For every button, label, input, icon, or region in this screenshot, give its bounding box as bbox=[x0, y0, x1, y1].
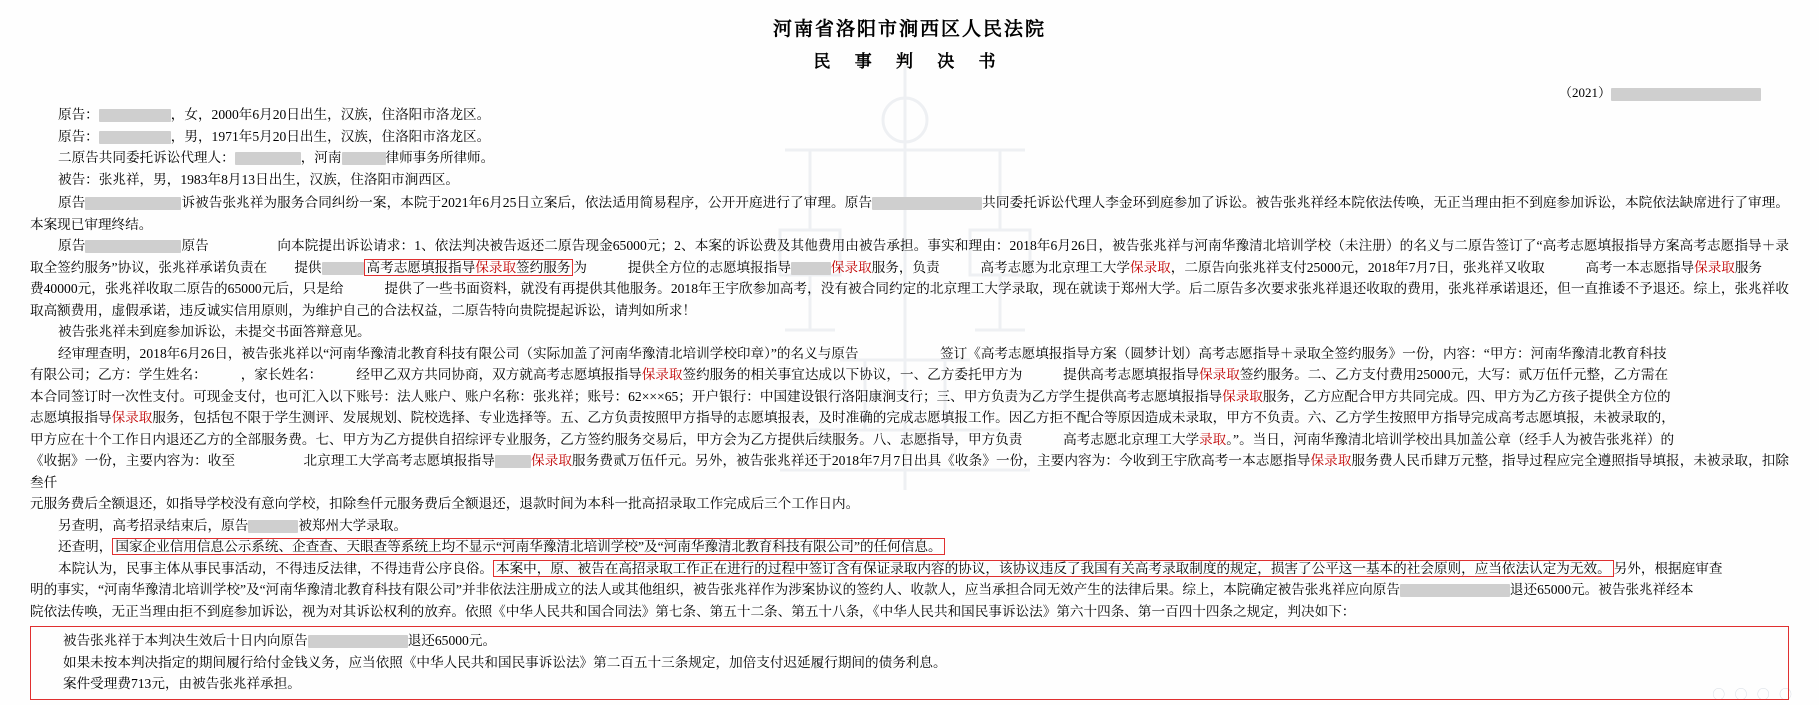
judgment-item-3: 案件受理费713元，由被告张兆祥承担。 bbox=[63, 676, 301, 691]
text-run: 退还65000元。 bbox=[407, 633, 497, 648]
court-name: 河南省洛阳市涧西区人民法院 bbox=[772, 19, 1046, 40]
judgment-result-box bbox=[30, 626, 1789, 700]
findings-text-part7: 志愿填报指导 bbox=[30, 410, 112, 425]
case-number bbox=[30, 82, 1789, 101]
redacted-case-number bbox=[1611, 88, 1761, 101]
findings-text-part4: 签约服务。二、乙方支付费用25000元，大写：贰万伍仟元整，乙方需在 bbox=[1239, 367, 1669, 382]
findings-text-part1: 经审理查明，2018年6月26日，被告张兆祥以“河南华豫清北教育科技有限公司（实际加盖了河南华豫清北培训学校印章）”的名义与原告 签订《高考志愿填报指导方案（圆梦计划）高考志愿指导＋录取全签约服务》一份，内容：“甲方：河南华豫清北教育科技 bbox=[58, 345, 1667, 361]
party-label: 二原告共同委托诉讼代理人： bbox=[58, 150, 235, 165]
party-line-plaintiff-1 bbox=[30, 104, 1789, 126]
highlighted-term: 保录取 bbox=[1694, 259, 1735, 275]
redacted-name bbox=[495, 455, 531, 468]
document-type: 民 事 判 决 书 bbox=[813, 52, 1006, 71]
reasoning-lead: 本院认为，民事主体从事民事活动，不得违反法律，不得违背公序良俗。 bbox=[58, 560, 493, 576]
redacted-name bbox=[248, 520, 298, 533]
findings-text-part3: 签约服务的相关事宜达成以下协议，一、乙方委托甲方为 提供高考志愿填报指导 bbox=[682, 367, 1200, 382]
party-detail-2: 律师事务所律师。 bbox=[385, 150, 495, 165]
boxed-text: 高考志愿填报指导 bbox=[366, 259, 476, 275]
paragraph-findings-2 bbox=[30, 364, 1789, 386]
highlight-box-registry: 国家企业信用信息公示系统、企查查、天眼查等系统上均不显示“河南华豫清北培训学校”及“河南华豫清北教育科技有限公司”的任何信息。 bbox=[112, 538, 944, 555]
paragraph-defendant-absent: 被告张兆祥未到庭参加诉讼，未提交书面答辩意见。 bbox=[58, 324, 371, 339]
text-run: 被郑州大学录取。 bbox=[298, 517, 408, 533]
boxed-text-tail: 签约服务 bbox=[516, 259, 571, 275]
party-detail: ，河南 bbox=[300, 150, 342, 165]
paragraph-claim-cont: 费40000元，张兆祥收取二原告的65000元后，只是给 提供了一些书面资料，就没有再提供其他服务。2018年王宇欣参加高考，没有被合同约定的北京理工大学录取，现在就读于郑州大学。后二原告多次要求张兆祥退还收取的费用，张兆祥承诺退还，但一直推诿不予退还。综上，张兆祥收取高额费用，虚假承诺，违反诚实信用原则，为维护自己的合法权益，二原告特向贵院提起诉讼，请判如所求！ bbox=[30, 281, 1789, 318]
findings-text-part2: 有限公司；乙方：学生姓名： ，家长姓名： 经甲乙双方共同协商，双方就高考志愿填报指导 bbox=[30, 367, 642, 382]
reasoning-tail: 另外，根据庭审查 bbox=[1613, 560, 1723, 576]
case-number-prefix: （2021） bbox=[1558, 85, 1611, 100]
paragraph-reasoning-1 bbox=[30, 558, 1789, 580]
findings-text-part6: 服务，乙方应配合甲方共同完成。四、甲方为乙方孩子提供全方位的 bbox=[1262, 388, 1671, 404]
redacted-name bbox=[235, 152, 301, 165]
redacted-name bbox=[99, 109, 171, 122]
redacted-name bbox=[872, 197, 982, 210]
redacted-name bbox=[85, 240, 181, 253]
text-run: 原告 bbox=[58, 195, 86, 210]
findings-lead: 还查明， bbox=[58, 539, 113, 554]
redacted-name bbox=[308, 635, 408, 648]
claim-text-part5: 服务 bbox=[1734, 259, 1763, 275]
paragraph-claim bbox=[30, 235, 1789, 278]
text-run: 另查明，高考招录结束后，原告 bbox=[58, 517, 249, 533]
party-label: 原告： bbox=[58, 128, 99, 144]
paragraph-procedure bbox=[30, 192, 1789, 235]
paragraph-findings-7: 元服务费后全额退还，如指导学校没有意向学校，扣除叁仟元服务费后全额退还，退款时间为本科一批高招录取工作完成后三个工作日内。 bbox=[30, 496, 860, 511]
claim-text-part3: 服务，负责 高考志愿为北京理工大学 bbox=[871, 259, 1130, 275]
highlighted-term: 保录取 bbox=[641, 367, 683, 382]
party-label: 原告： bbox=[58, 107, 99, 122]
highlighted-term: 录取 bbox=[1199, 431, 1227, 447]
party-detail: ，女，2000年6月20日出生，汉族，住洛阳市洛龙区。 bbox=[170, 107, 491, 122]
redacted-name bbox=[99, 131, 171, 144]
highlighted-term: 保录取 bbox=[111, 410, 153, 425]
highlighted-term: 保录取 bbox=[475, 259, 517, 275]
redacted-name bbox=[791, 262, 831, 275]
redacted-name bbox=[85, 197, 181, 210]
text-run: 共同委托诉讼代理人李金环到庭参加了诉讼。被告张兆祥经本院依法传唤，无正当理由拒不到庭参加诉讼，本院依法缺席进行了审理。本案现已审理终结。 bbox=[30, 195, 1790, 232]
findings-text-part9: 甲方应在十个工作日内退还乙方的全部服务费。七、甲方为乙方提供自招综评专业服务，乙方签约服务交易后，甲方会为乙方提供后续服务。八、志愿指导，甲方负责 高考志愿北京理工大学 bbox=[30, 431, 1200, 447]
text-run: 明的事实，“河南华豫清北培训学校”及“河南华豫清北教育科技有限公司”并非依法注册成立的法人或其他组织，被告张兆祥作为涉案协议的签约人、收款人，应当承担合同无效产生的法律后果。综上，本院确定被告张兆祥应向原告 bbox=[30, 582, 1400, 597]
judgment-item-1 bbox=[35, 630, 1784, 652]
party-line-defendant bbox=[30, 169, 1789, 191]
page-footer-decoration: 〇 〇 〇 〇 bbox=[1712, 687, 1795, 702]
claim-text-part2: 为 提供全方位的志愿填报指导 bbox=[573, 259, 791, 275]
highlighted-term: 保录取 bbox=[1222, 388, 1263, 404]
redacted-firm bbox=[342, 152, 386, 165]
redacted-name bbox=[1400, 584, 1510, 597]
paragraph-findings-9 bbox=[30, 536, 1789, 558]
highlight-box-service bbox=[364, 259, 574, 276]
findings-text-part10: 。”。当日，河南华豫清北培训学校出具加盖公章（经手人为被告张兆祥）的 bbox=[1226, 431, 1675, 447]
paragraph-reasoning-2 bbox=[30, 579, 1789, 601]
claim-text-part4: ，二原告向张兆祥支付25000元，2018年7月7日，张兆祥又收取 高考一本志愿指导 bbox=[1170, 259, 1695, 275]
findings-text-part13: 服务费人民币肆万元整，指导过程应完全遵照指导填报，未被录取，扣除叁仟 bbox=[30, 453, 1790, 490]
redacted-name bbox=[322, 262, 364, 275]
highlighted-term: 保录取 bbox=[1310, 453, 1352, 468]
highlighted-term: 保录取 bbox=[1129, 259, 1171, 275]
paragraph-findings-4 bbox=[30, 407, 1789, 429]
text-run: 诉被告张兆祥为服务合同纠纷一案，本院于2021年6月25日立案后，依法适用简易程序，公开开庭进行了审理。原告 bbox=[181, 195, 873, 210]
party-detail: ，男，1971年5月20日出生，汉族，住洛阳市洛龙区。 bbox=[170, 128, 491, 144]
findings-text-part11: 《收据》一份，主要内容为：收至 北京理工大学高考志愿填报指导 bbox=[30, 453, 495, 468]
highlighted-term: 保录取 bbox=[830, 259, 872, 275]
claim-text-part1: 原告 向本院提出诉讼请求：1、依法判决被告返还二原告现金65000元；2、本案的诉讼费及其他费用由被告承担。事实和理由：2018年6月26日，被告张兆祥与河南华豫清北培训学校（未注册）的名义与二原告签订了“高考志愿填报指导方案高考志愿指导＋录取全签约服务”协议，张兆祥承诺负责在 提供 bbox=[30, 238, 1790, 275]
party-detail: 被告：张兆祥，男，1983年8月13日出生，汉族，住洛阳市涧西区。 bbox=[58, 171, 460, 187]
findings-text-part8: 服务，包括包不限于学生测评、发展规划、院校选择、专业选择等。五、乙方负责按照甲方指导的志愿填报表，及时准确的完成志愿填报工作。因乙方拒不配合等原因造成未录取，甲方不负责。六、乙方学生按照甲方指导完成高考志愿填报，未被录取的， bbox=[152, 410, 1675, 425]
paragraph-reasoning-3: 院依法传唤，无正当理由拒不到庭参加诉讼，视为对其诉讼权利的放弃。依照《中华人民共和国合同法》第七条、第五十二条、第五十八条，《中华人民共和国民事诉讼法》第六十四条、第一百四十四条之规定，判决如下： bbox=[30, 603, 1356, 619]
highlighted-term: 保录取 bbox=[530, 453, 573, 468]
paragraph-findings-1 bbox=[30, 343, 1789, 365]
party-line-agent bbox=[30, 147, 1789, 169]
paragraph-findings-3 bbox=[30, 386, 1789, 408]
highlighted-term: 保录取 bbox=[1199, 367, 1240, 382]
highlight-box-invalid-contract: 本案中，原、被告在高招录取工作正在进行的过程中签订含有保证录取内容的协议，该协议违反了我国有关高考录取制度的规定，损害了公平这一基本的社会原则，应当依法认定为无效。 bbox=[493, 560, 1614, 577]
text-run: 退还65000元。被告张兆祥经本 bbox=[1509, 582, 1694, 597]
findings-text-part12: 服务费贰万伍仟元。另外，被告张兆祥还于2018年7月7日出具《收条》一份，主要内容为：今收到王宇欣高考一本志愿指导 bbox=[572, 453, 1311, 468]
paragraph-findings-5 bbox=[30, 429, 1789, 451]
party-line-plaintiff-2 bbox=[30, 126, 1789, 148]
paragraph-findings-6 bbox=[30, 450, 1789, 493]
judgment-item-2: 如果未按本判决指定的期间履行给付金钱义务，应当依照《中华人民共和国民事诉讼法》第二百五十三条规定，加倍支付迟延履行期间的债务利息。 bbox=[63, 654, 947, 670]
text-run: 原告 bbox=[58, 238, 86, 253]
text-run: 被告张兆祥于本判决生效后十日内向原告 bbox=[63, 633, 308, 648]
findings-text-part5: 本合同签订时一次性支付。可现金支付，也可汇入以下账号：法人账户、账户名称：张兆祥；账号：62×××65；开户银行：中国建设银行洛阳康涧支行；三、甲方负责为乙方学生提供高考志愿填报指导 bbox=[30, 388, 1223, 404]
paragraph-findings-8 bbox=[30, 515, 1789, 537]
